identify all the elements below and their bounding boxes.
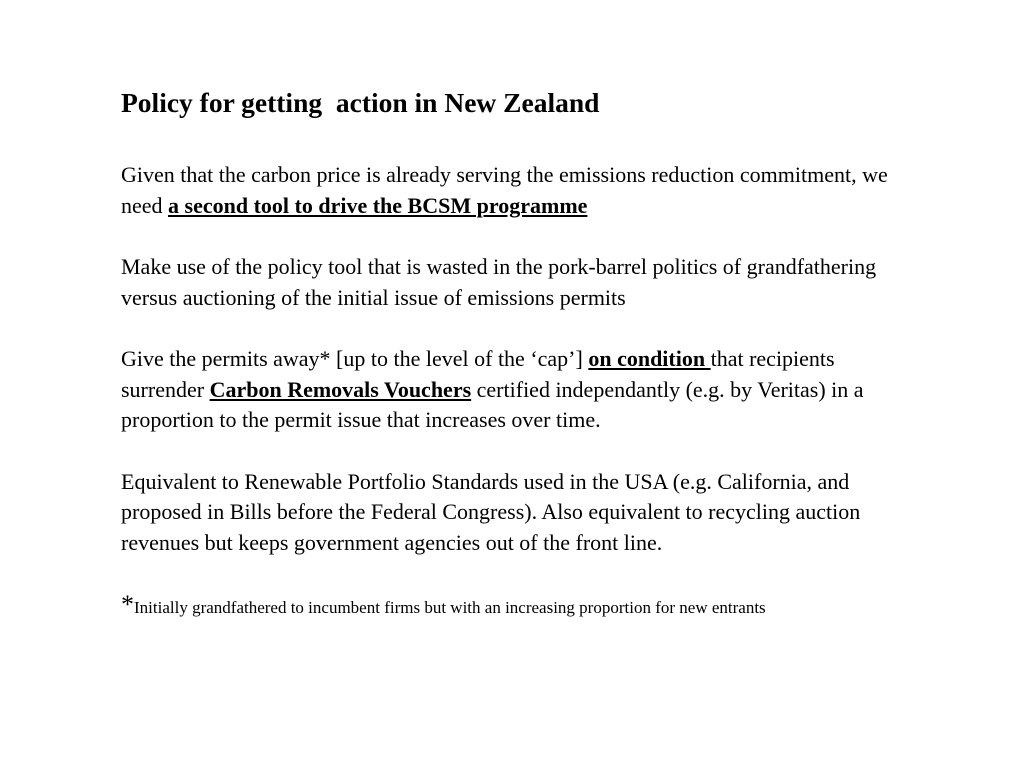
paragraph-text: Given that the carbon price is already serving the emissions reduction commitment, we need xyxy=(121,162,888,218)
emphasis-carbon-removals-vouchers: Carbon Removals Vouchers xyxy=(209,376,472,402)
paragraph-text: Give the permits away* [up to the level of the ‘cap’] xyxy=(121,346,589,371)
footnote xyxy=(121,590,921,623)
paragraph-give-permits xyxy=(121,344,921,436)
footnote-marker: * xyxy=(121,590,134,619)
paragraph-equivalent: Equivalent to Renewable Portfolio Standards used in the USA (e.g. California, and proposed in Bills before the Federal Congress). Also equivalent to recycling auction revenues but keeps government agencies out of the front line. xyxy=(121,468,861,555)
slide-content xyxy=(121,84,921,623)
paragraph-text: certified independantly (e.g. by Veritas) in a proportion to the permit issue that increases over time. xyxy=(121,376,864,432)
paragraph-text: that recipients surrender xyxy=(121,346,835,402)
footnote-text: Initially grandfathered to incumbent firms but with an increasing proportion for new entrants xyxy=(134,598,766,617)
emphasis-second-tool: a second tool to drive the BCSM programme xyxy=(168,192,588,218)
paragraph-policy-tool: Make use of the policy tool that is wasted in the pork-barrel politics of grandfathering versus auctioning of the initial issue of emissions permits xyxy=(121,254,877,310)
slide-title: Policy for getting action in New Zealand xyxy=(121,87,600,118)
emphasis-on-condition: on condition xyxy=(588,346,711,371)
paragraph-second-tool xyxy=(121,160,921,221)
